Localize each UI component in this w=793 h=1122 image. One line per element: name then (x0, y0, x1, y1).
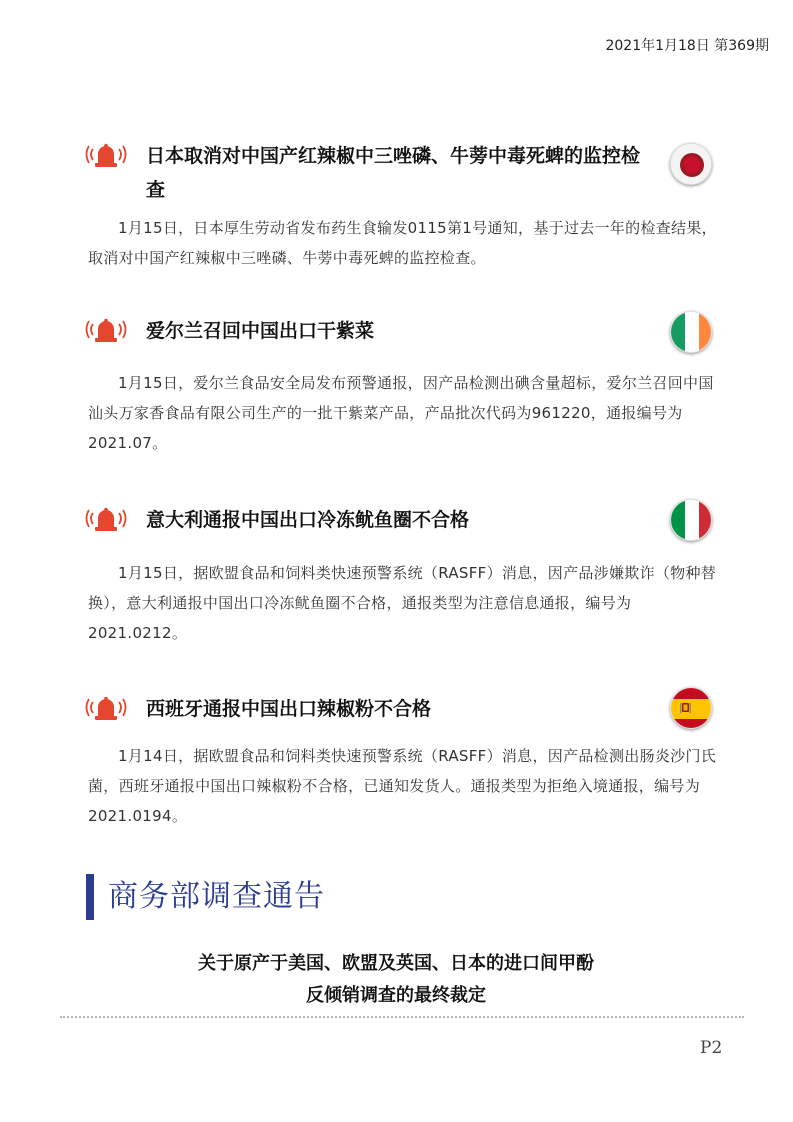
spain-flag-icon (670, 687, 712, 729)
page-number: P2 (700, 1038, 723, 1058)
alarm-bell-icon (84, 141, 128, 169)
footer-divider (60, 1016, 744, 1018)
alarm-bell-icon (84, 316, 128, 344)
italy-flag-icon (670, 499, 712, 541)
news-item-japan (0, 139, 793, 267)
news-title: 西班牙通报中国出口辣椒粉不合格 (146, 698, 432, 720)
alarm-bell-icon (84, 505, 128, 533)
news-body: 1月15日，据欧盟食品和饲料类快速预警系统（RASFF）消息，因产品涉嫌欺诈（物种替换），意大利通报中国出口冷冻鱿鱼圈不合格，通报类型为注意信息通报，编号为2021.0212。 (88, 564, 717, 642)
issue-date: 2021年1月18日 第369期 (605, 38, 769, 54)
news-title: 爱尔兰召回中国出口干紫菜 (146, 320, 375, 342)
ireland-flag-icon (670, 311, 712, 353)
news-title: 日本取消对中国产红辣椒中三唑磷、牛蒡中毒死蜱的监控检查 (146, 145, 641, 201)
news-body: 1月15日，爱尔兰食品安全局发布预警通报，因产品检测出碘含量超标，爱尔兰召回中国汕头万家香食品有限公司生产的一批干紫菜产品，产品批次代码为961220，通报编号为2021.07。 (88, 374, 714, 452)
alarm-bell-icon (84, 694, 128, 722)
japan-flag-icon (670, 143, 712, 185)
notice-title-line-1: 关于原产于美国、欧盟及英国、日本的进口间甲酚 (198, 953, 594, 974)
news-body: 1月15日，日本厚生劳动省发布药生食输发0115第1号通知，基于过去一年的检查结果，取消对中国产红辣椒中三唑磷、牛蒡中毒死蜱的监控检查。 (88, 219, 717, 267)
news-item-ireland (0, 314, 793, 452)
notice-title (96, 948, 696, 1012)
section-accent-bar (86, 874, 94, 920)
news-item-italy (0, 503, 793, 642)
news-item-spain (0, 692, 793, 825)
section-title: 商务部调查通告 (108, 879, 325, 914)
news-body: 1月14日，据欧盟食品和饲料类快速预警系统（RASFF）消息，因产品检测出肠炎沙门氏菌，西班牙通报中国出口辣椒粉不合格，已通知发货人。通报类型为拒绝入境通报，编号为2021.0194。 (88, 747, 717, 825)
notice-title-line-2: 反倾销调查的最终裁定 (306, 985, 486, 1006)
news-title: 意大利通报中国出口冷冻鱿鱼圈不合格 (146, 509, 470, 531)
